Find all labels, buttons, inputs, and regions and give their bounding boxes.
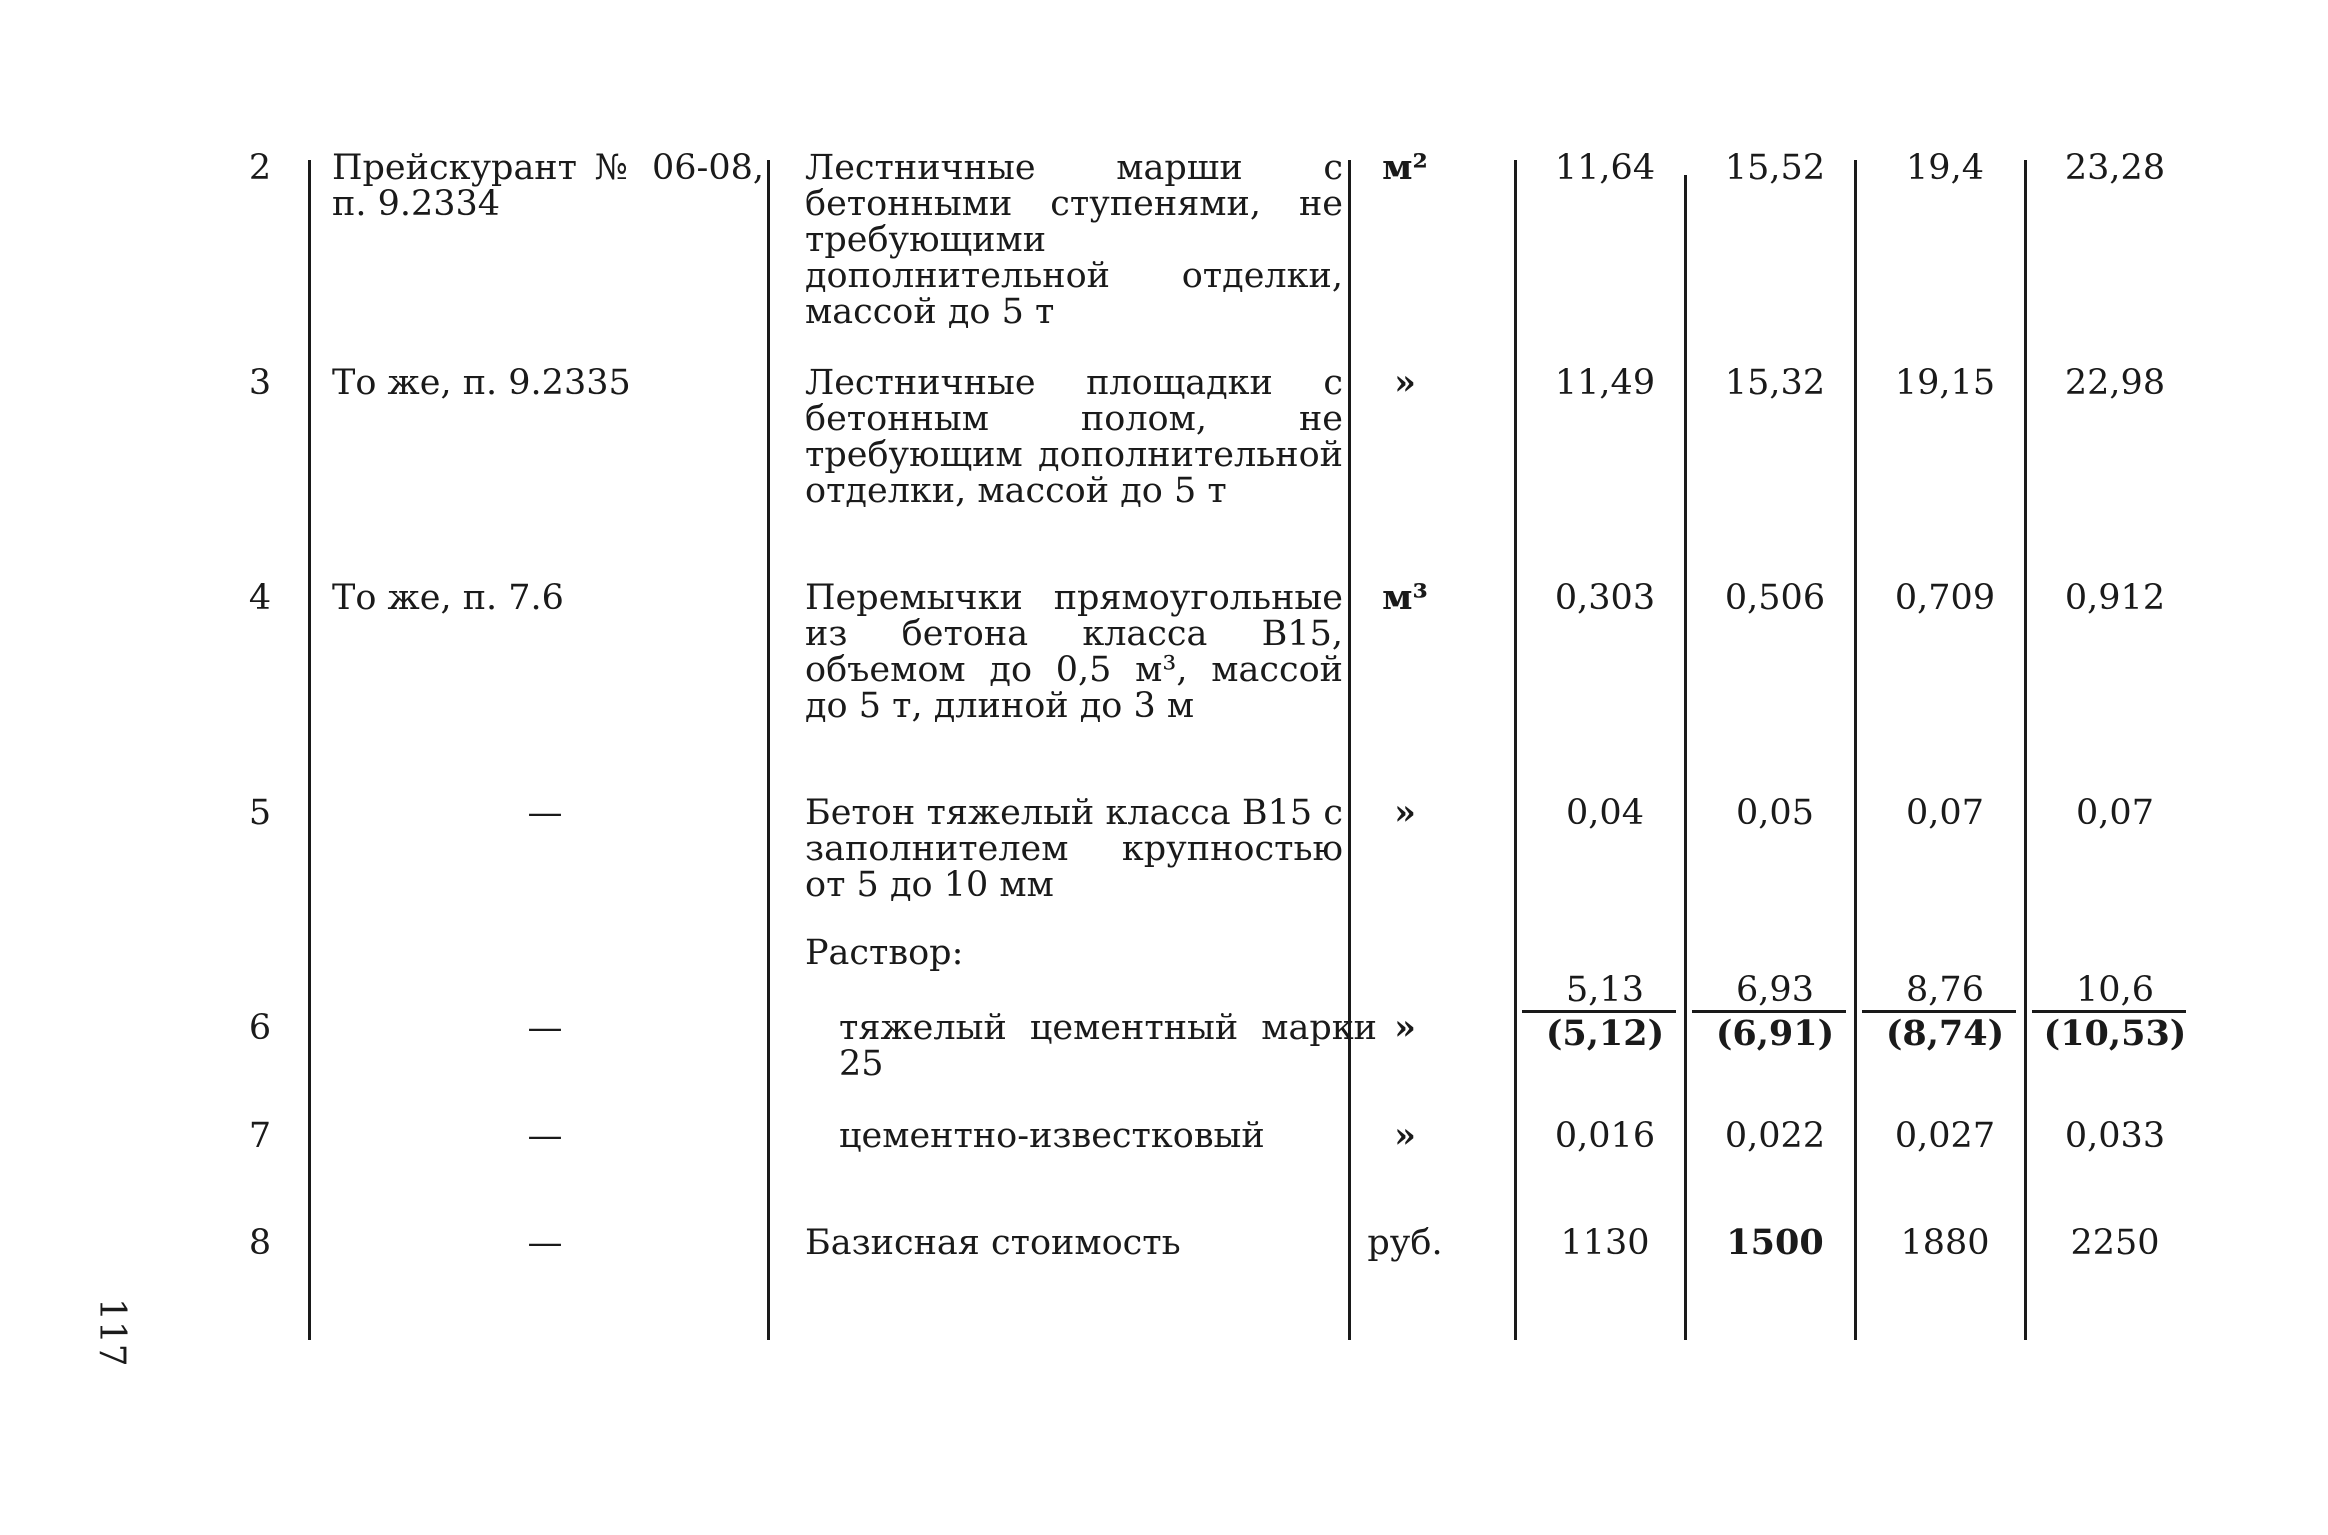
column-rule (1684, 175, 1687, 1340)
value-cell: 1130 (1560, 1223, 1650, 1263)
value-cell: 0,016 (1554, 1116, 1656, 1156)
value-cell: 15,32 (1724, 363, 1826, 403)
value-cell: 0,912 (2064, 578, 2166, 618)
unit: » (1394, 1007, 1416, 1048)
value-cell: 1880 (1900, 1223, 1990, 1263)
column-rule (2024, 160, 2027, 1340)
item-description: Бетон тяжелый класса В15 с заполнителем крупностью от 5 до 10 мм (805, 793, 1343, 905)
column-rule (1348, 160, 1351, 1340)
value-cell: 23,28 (2064, 148, 2166, 188)
value-cell: 0,033 (2064, 1116, 2166, 1156)
row-number: 3 (248, 363, 272, 403)
value-cell: 19,15 (1894, 363, 1996, 403)
source-reference: — (527, 1116, 563, 1156)
item-description: Лестничные площадки с бетонным полом, не требующим дополнительной отделки, массой до 5 т (805, 363, 1343, 511)
value-cell-alt: (10,53) (2043, 1013, 2187, 1054)
value-cell: 2250 (2070, 1223, 2160, 1263)
value-cell: 8,76 (1906, 970, 1984, 1010)
row-number: 2 (248, 148, 272, 188)
value-cell: 0,506 (1724, 578, 1826, 618)
item-description: Лестничные марши с бетонными ступенями, не требующими дополнительной отделки, массой до 5 т (805, 148, 1343, 332)
value-cell: 10,6 (2076, 970, 2154, 1010)
value-cell: 11,64 (1554, 148, 1656, 188)
value-cell: 1500 (1726, 1222, 1824, 1263)
column-rule (308, 160, 311, 1340)
value-cell: 0,027 (1894, 1116, 1996, 1156)
value-cell-alt: (6,91) (1715, 1013, 1835, 1054)
source-reference: — (527, 1008, 563, 1048)
value-cell: 11,49 (1554, 363, 1656, 403)
unit: » (1394, 362, 1416, 403)
source-reference: — (527, 1223, 563, 1263)
value-cell-alt: (8,74) (1885, 1013, 2005, 1054)
item-description: Перемычки прямоугольные из бетона класса В15, объемом до 0,5 м³, массой до 5 т, длиной до 3 м (805, 578, 1343, 726)
column-rule (1854, 160, 1857, 1340)
value-cell: 0,709 (1894, 578, 1996, 618)
row-number: 7 (248, 1116, 272, 1156)
item-description: цементно-известковый (839, 1116, 1265, 1156)
value-cell: 0,07 (1906, 793, 1984, 833)
value-cell: 6,93 (1736, 970, 1814, 1010)
source-reference: То же, п. 7.6 (332, 578, 564, 618)
unit: » (1394, 1115, 1416, 1156)
item-description: тяжелый цементный марки 25 (839, 1008, 1377, 1084)
unit: м² (1382, 147, 1428, 188)
row-number: 6 (248, 1008, 272, 1048)
item-description: Базисная стоимость (805, 1223, 1181, 1263)
value-cell: 0,022 (1724, 1116, 1826, 1156)
unit: м³ (1382, 577, 1428, 618)
column-rule (767, 160, 770, 1340)
unit: » (1394, 792, 1416, 833)
group-label: Раствор: (805, 933, 964, 973)
page-number: 117 (91, 1298, 132, 1367)
value-cell: 0,303 (1554, 578, 1656, 618)
value-cell: 22,98 (2064, 363, 2166, 403)
source-reference: То же, п. 9.2335 (332, 363, 631, 403)
value-cell: 0,04 (1566, 793, 1644, 833)
source-reference: — (527, 793, 563, 833)
row-number: 5 (248, 793, 272, 833)
value-cell: 15,52 (1724, 148, 1826, 188)
value-cell: 0,07 (2076, 793, 2154, 833)
row-number: 8 (248, 1223, 272, 1263)
source-reference: Прейскурант № 06-08, п. 9.2334 (332, 148, 764, 224)
value-cell-alt: (5,12) (1545, 1013, 1665, 1054)
value-cell: 5,13 (1566, 970, 1644, 1010)
unit: руб. (1367, 1223, 1443, 1263)
column-rule (1514, 160, 1517, 1340)
row-number: 4 (248, 578, 272, 618)
value-cell: 0,05 (1736, 793, 1814, 833)
value-cell: 19,4 (1906, 148, 1984, 188)
